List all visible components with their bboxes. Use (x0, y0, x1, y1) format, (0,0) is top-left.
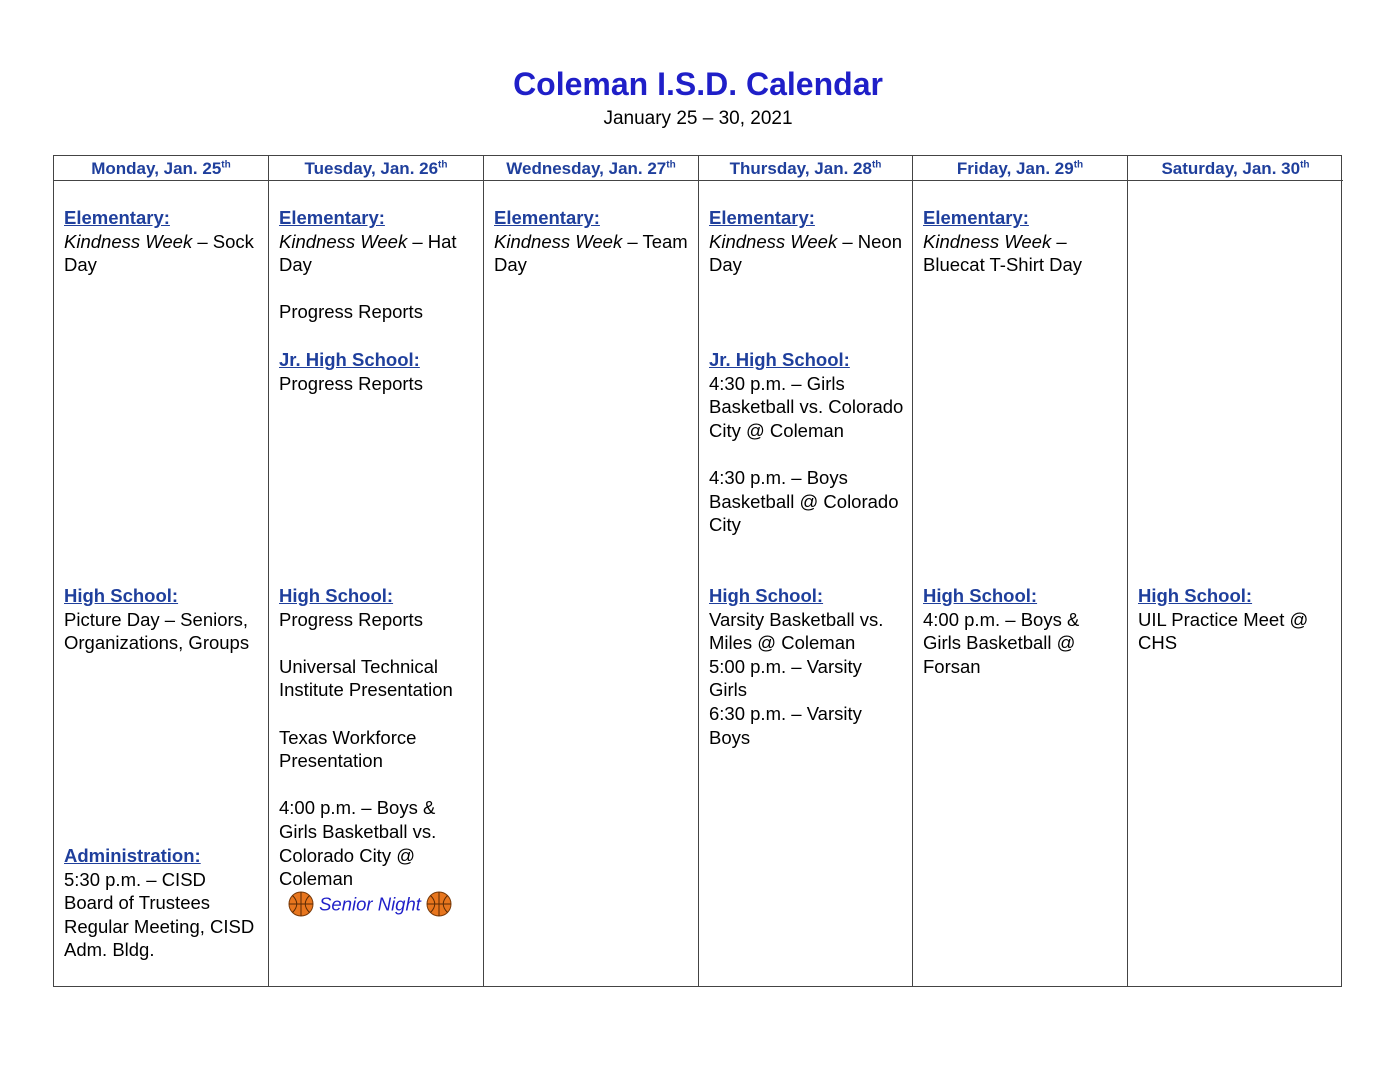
event-text: Kindness Week – Hat Day (279, 230, 457, 276)
section-label: Elementary: (494, 207, 600, 228)
event-text: Picture Day – Seniors, Organizations, Groups (64, 608, 250, 654)
day-column-monday (54, 156, 269, 986)
event-text: 5:00 p.m. – Varsity Girls (709, 655, 862, 701)
section-label: Administration: (64, 845, 201, 866)
event-text: Progress Reports (279, 608, 423, 630)
event-text: Kindness Week – Team Day (494, 230, 688, 276)
day-column-tuesday (269, 156, 484, 986)
event-text: 5:30 p.m. – CISD Board of Trustees Regular Meeting, CISD Adm. Bldg. (64, 868, 255, 961)
jr-high-section (279, 348, 475, 395)
event-text: Kindness Week – Neon Day (709, 230, 902, 276)
day-header-saturday: Saturday, Jan. 30th (1128, 156, 1343, 181)
basketball-icon (426, 891, 452, 917)
event-text: 4:30 p.m. – Girls Basketball vs. Colorado City @ Coleman (709, 372, 904, 441)
event-text: UIL Practice Meet @ CHS (1138, 608, 1309, 654)
elementary-section (64, 206, 260, 277)
elementary-section (709, 206, 904, 277)
elementary-section (494, 206, 690, 277)
page-title: Coleman I.S.D. Calendar (513, 66, 883, 102)
section-label: Elementary: (923, 207, 1029, 228)
event-text: Kindness Week – Bluecat T-Shirt Day (923, 230, 1083, 276)
event-text: Progress Reports (279, 301, 423, 323)
section-label: Jr. High School: (709, 349, 850, 370)
section-label: High School: (1138, 585, 1253, 606)
event-text: 4:30 p.m. – Boys Basketball @ Colorado City (709, 466, 899, 536)
basketball-icon (288, 891, 314, 917)
section-label: Elementary: (709, 207, 815, 228)
event-text: Varsity Basketball vs. Miles @ Coleman (709, 608, 884, 654)
section-label: High School: (279, 585, 394, 606)
senior-night-note: Senior Night (279, 891, 461, 917)
day-column-wednesday (484, 156, 699, 986)
section-label: Elementary: (279, 207, 385, 228)
section-label: High School: (923, 585, 1038, 606)
calendar-table (53, 155, 1342, 987)
high-school-section (1138, 584, 1335, 655)
day-column-friday (913, 156, 1128, 986)
high-school-section (709, 584, 904, 749)
day-header-monday: Monday, Jan. 25th (54, 156, 268, 181)
day-column-saturday (1128, 156, 1343, 986)
section-label: Jr. High School: (279, 349, 420, 370)
event-text: Kindness Week – Sock Day (64, 230, 254, 276)
day-header-friday: Friday, Jan. 29th (913, 156, 1127, 181)
elementary-section (279, 206, 475, 324)
jr-high-section (709, 348, 904, 537)
section-label: Elementary: (64, 207, 170, 228)
day-header-thursday: Thursday, Jan. 28th (699, 156, 912, 181)
day-column-thursday (699, 156, 913, 986)
section-label: High School: (709, 585, 824, 606)
event-text: Universal Technical Institute Presentation (279, 655, 453, 701)
event-text: 4:00 p.m. – Boys & Girls Basketball @ Forsan (923, 608, 1080, 677)
date-range: January 25 – 30, 2021 (603, 108, 793, 129)
day-header-tuesday: Tuesday, Jan. 26th (269, 156, 483, 181)
high-school-section (279, 584, 475, 917)
administration-section (64, 844, 260, 962)
elementary-section (923, 206, 1119, 277)
event-text: Progress Reports (279, 372, 423, 394)
high-school-section (923, 584, 1119, 678)
day-header-wednesday: Wednesday, Jan. 27th (484, 156, 698, 181)
section-label: High School: (64, 585, 179, 606)
event-text: Texas Workforce Presentation (279, 726, 417, 772)
event-text: 4:00 p.m. – Boys & Girls Basketball vs. Colorado City @ Coleman (279, 797, 437, 890)
high-school-section (64, 584, 260, 655)
event-text: 6:30 p.m. – Varsity Boys (709, 702, 862, 748)
